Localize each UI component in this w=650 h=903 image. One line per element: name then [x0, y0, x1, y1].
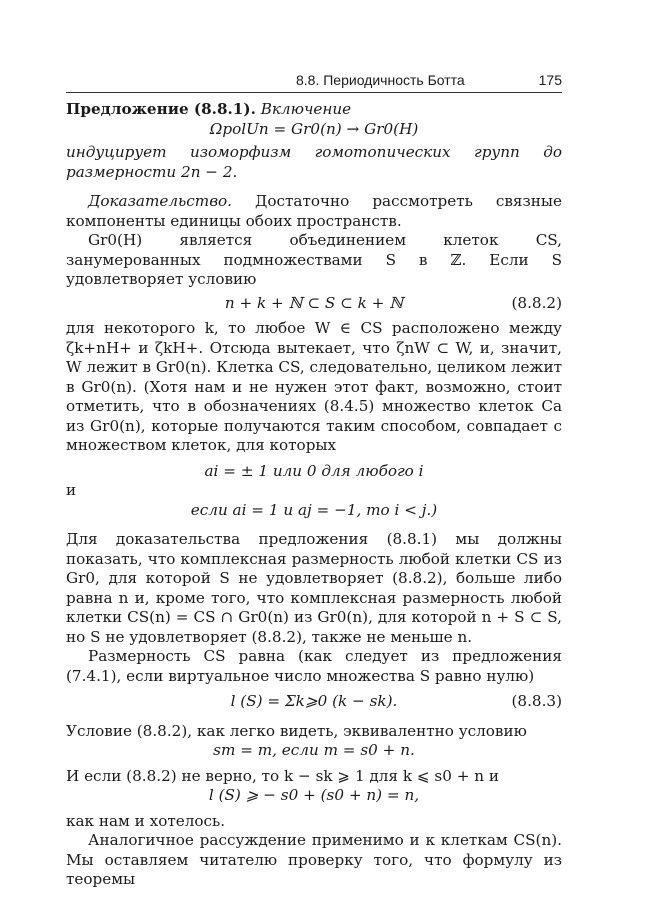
condition-paragraph: Условие (8.8.2), как легко видеть, эквивалентно условию	[66, 721, 527, 740]
equation-8-8-2	[66, 294, 562, 314]
proof-label: Доказательство.	[88, 192, 232, 210]
proposition-intro: Включение	[260, 100, 352, 118]
condition-equation: sm = m, если m = s0 + n.	[213, 741, 415, 759]
cells-paragraph: для некоторого k, то любое W ∈ CS расположено между ζk+nH+ и ζkH+. Отсюда вытекает, что ζnW ⊂ W, и, значит, W лежит в Gr0(n). Клетка CS, следовательно, целиком лежит в Gr0(n). (Хотя нам и не нужен этот факт, возможно, стоит отметить, что в обозначениях (8.4.5) множество клеток Ca из Gr0(n), которые получаются таким способом, совпадает с множеством клеток, для которых	[66, 319, 562, 454]
running-header	[66, 62, 562, 93]
proof-goal-paragraph: Для доказательства предложения (8.8.1) мы должны показать, что комплексная размерность любой клетки CS из Gr0, для которой S не удовлетворяет (8.8.2), больше либо равна n и, кроме того, что комплексная размерность любой клетки CS(n) = CS ∩ Gr0(n) из Gr0(n), для которой n + S ⊂ S, но S не удовлетворяет (8.8.2), также не меньше n.	[66, 530, 562, 646]
running-title: 8.8. Периодичность Ботта	[296, 72, 465, 88]
condition-b: если ai = 1 и aj = −1, то i < j.)	[190, 500, 438, 519]
equation-8-8-3-number: (8.8.3)	[511, 692, 562, 710]
analogy-paragraph: Аналогичное рассуждение применимо и к клеткам CS(n). Мы оставляем читателю проверку того, что формулу из теоремы	[66, 831, 562, 888]
equation-8-8-3-body: l (S) = Σk⩾0 (k − sk).	[230, 692, 398, 710]
inequality: l (S) ⩾ − s0 + (s0 + n) = n,	[208, 786, 420, 804]
equation-8-8-2-body: n + k + ℕ ⊂ S ⊂ k + ℕ	[224, 293, 404, 312]
grassmannian-paragraph: Gr0(H) является объединением клеток CS, занумерованных подмножествами S в ℤ. Если S удовлетворяет условию	[66, 231, 562, 288]
proposition-title: Предложение (8.8.1).	[66, 100, 256, 118]
proposition-statement: индуцирует изоморфизм гомотопических групп до размерности 2n − 2.	[66, 143, 562, 181]
dimension-paragraph: Размерность CS равна (как следует из предложения (7.4.1), если виртуальное число множества S равно нулю)	[66, 647, 562, 685]
if-not-paragraph: И если (8.8.2) не верно, то k − sk ⩾ 1 для k ⩽ s0 + n и	[66, 766, 499, 785]
page-body	[66, 100, 562, 890]
equation-8-8-2-number: (8.8.2)	[511, 293, 562, 312]
as-wanted: как нам и хотелось.	[66, 811, 226, 830]
proof-paragraph	[66, 192, 562, 231]
and-word: и	[66, 481, 77, 499]
equation-8-8-3	[66, 692, 562, 712]
page-number: 175	[538, 72, 562, 88]
condition-a: ai = ± 1 или 0 для любого i	[204, 461, 424, 480]
proof-text: Достаточно рассмотреть связные компоненты единицы обоих пространств.	[66, 192, 562, 230]
proposition-formula: ΩpolUn = Gr0(n) → Gr0(H)	[209, 119, 419, 138]
proposition-heading	[66, 100, 562, 120]
